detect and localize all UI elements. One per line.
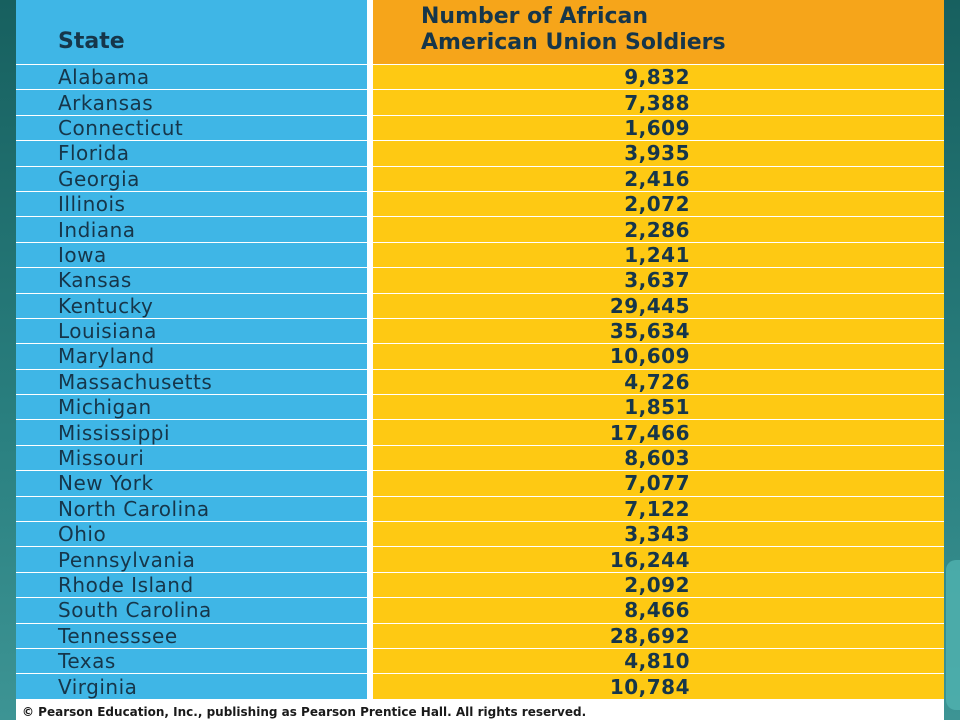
table-row bbox=[16, 243, 944, 268]
table-row bbox=[16, 395, 944, 420]
table-row bbox=[16, 344, 944, 369]
soldiers-count-cell: 7,122 bbox=[373, 497, 944, 521]
state-cell: Ohio bbox=[16, 522, 367, 546]
soldiers-count-cell: 35,634 bbox=[373, 319, 944, 343]
soldiers-count-cell: 3,637 bbox=[373, 268, 944, 292]
state-cell: Maryland bbox=[16, 344, 367, 368]
soldiers-column-header bbox=[373, 0, 944, 64]
slide-decoration-tab bbox=[946, 560, 960, 710]
soldiers-count-cell: 9,832 bbox=[373, 65, 944, 89]
state-cell: Pennsylvania bbox=[16, 547, 367, 571]
soldiers-count-cell: 1,609 bbox=[373, 116, 944, 140]
state-cell: Mississippi bbox=[16, 420, 367, 444]
table-header-row bbox=[16, 0, 944, 64]
table-row bbox=[16, 90, 944, 115]
table-row bbox=[16, 294, 944, 319]
table-row bbox=[16, 268, 944, 293]
state-cell: Texas bbox=[16, 649, 367, 673]
table-row bbox=[16, 471, 944, 496]
table-row bbox=[16, 65, 944, 90]
state-cell: North Carolina bbox=[16, 497, 367, 521]
state-cell: Illinois bbox=[16, 192, 367, 216]
soldiers-count-cell: 2,286 bbox=[373, 217, 944, 241]
soldiers-count-cell: 1,851 bbox=[373, 395, 944, 419]
soldiers-count-cell: 2,072 bbox=[373, 192, 944, 216]
soldiers-header-line2: American Union Soldiers bbox=[421, 30, 726, 55]
table-row bbox=[16, 547, 944, 572]
table-row bbox=[16, 573, 944, 598]
state-cell: Florida bbox=[16, 141, 367, 165]
soldiers-count-cell: 16,244 bbox=[373, 547, 944, 571]
state-cell: Kentucky bbox=[16, 294, 367, 318]
state-cell: Michigan bbox=[16, 395, 367, 419]
slide-background-left bbox=[0, 0, 16, 720]
soldiers-count-cell: 17,466 bbox=[373, 420, 944, 444]
table-row bbox=[16, 497, 944, 522]
soldiers-count-cell: 3,935 bbox=[373, 141, 944, 165]
state-cell: Kansas bbox=[16, 268, 367, 292]
state-cell: Georgia bbox=[16, 167, 367, 191]
state-cell: Connecticut bbox=[16, 116, 367, 140]
state-cell: Arkansas bbox=[16, 90, 367, 114]
table-row bbox=[16, 192, 944, 217]
soldiers-count-cell: 7,388 bbox=[373, 90, 944, 114]
table-row bbox=[16, 674, 944, 699]
soldiers-count-cell: 29,445 bbox=[373, 294, 944, 318]
soldiers-count-cell: 8,466 bbox=[373, 598, 944, 622]
table-body bbox=[16, 64, 944, 705]
soldiers-table bbox=[16, 0, 944, 705]
soldiers-count-cell: 1,241 bbox=[373, 243, 944, 267]
state-cell: South Carolina bbox=[16, 598, 367, 622]
soldiers-count-cell: 7,077 bbox=[373, 471, 944, 495]
table-row bbox=[16, 624, 944, 649]
state-cell: Missouri bbox=[16, 446, 367, 470]
state-cell: Indiana bbox=[16, 217, 367, 241]
soldiers-header-line1: Number of African bbox=[421, 4, 649, 29]
table-row bbox=[16, 141, 944, 166]
table-row bbox=[16, 167, 944, 192]
table-row bbox=[16, 522, 944, 547]
state-cell: Alabama bbox=[16, 65, 367, 89]
soldiers-count-cell: 28,692 bbox=[373, 624, 944, 648]
table-row bbox=[16, 649, 944, 674]
table-row bbox=[16, 370, 944, 395]
table-row bbox=[16, 217, 944, 242]
table-row bbox=[16, 446, 944, 471]
state-cell: Tennesssee bbox=[16, 624, 367, 648]
state-cell: Louisiana bbox=[16, 319, 367, 343]
table-row bbox=[16, 420, 944, 445]
state-cell: Virginia bbox=[16, 674, 367, 698]
table-row bbox=[16, 598, 944, 623]
state-cell: Massachusetts bbox=[16, 370, 367, 394]
table-row bbox=[16, 319, 944, 344]
soldiers-count-cell: 8,603 bbox=[373, 446, 944, 470]
state-cell: New York bbox=[16, 471, 367, 495]
state-cell: Rhode Island bbox=[16, 573, 367, 597]
soldiers-count-cell: 2,092 bbox=[373, 573, 944, 597]
soldiers-count-cell: 4,726 bbox=[373, 370, 944, 394]
copyright-notice: © Pearson Education, Inc., publishing as Pearson Prentice Hall. All rights reserved. bbox=[16, 705, 944, 720]
state-column-header: State bbox=[16, 0, 367, 64]
slide-background-right bbox=[944, 0, 960, 720]
table-row bbox=[16, 116, 944, 141]
state-cell: Iowa bbox=[16, 243, 367, 267]
soldiers-count-cell: 2,416 bbox=[373, 167, 944, 191]
soldiers-count-cell: 10,609 bbox=[373, 344, 944, 368]
soldiers-count-cell: 10,784 bbox=[373, 674, 944, 698]
soldiers-count-cell: 3,343 bbox=[373, 522, 944, 546]
soldiers-count-cell: 4,810 bbox=[373, 649, 944, 673]
